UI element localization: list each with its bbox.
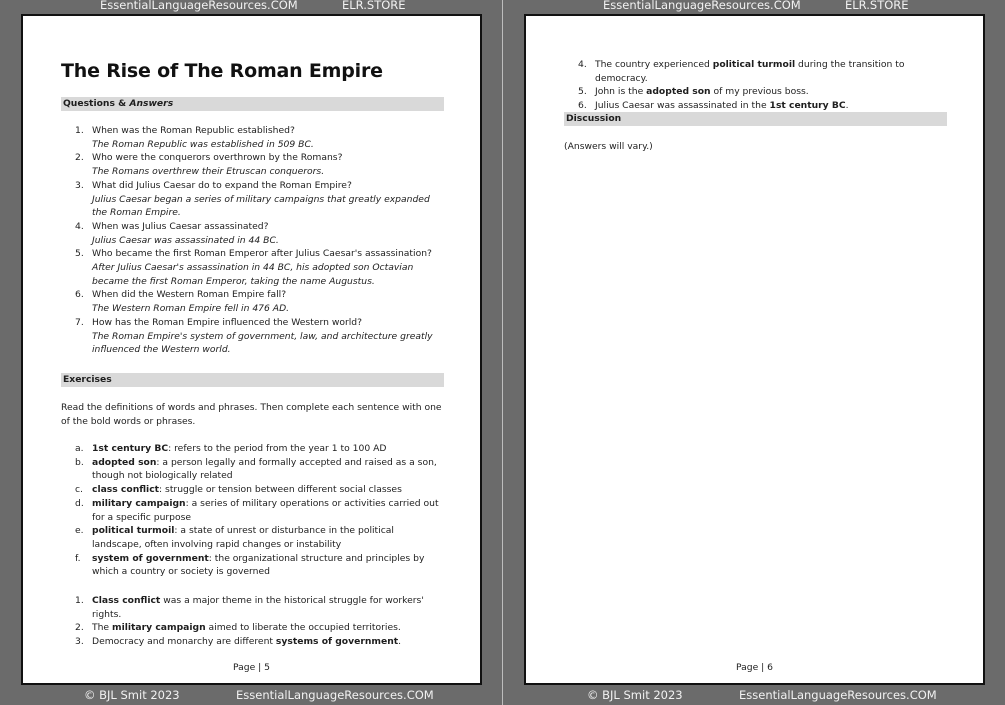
definition-item <box>61 497 444 524</box>
answer-text: Julius Caesar was assassinated in 44 BC. <box>92 234 279 246</box>
definition-text: : refers to the period from the year 1 to 100 AD <box>168 443 387 454</box>
header-store-link[interactable]: ELR.STORE <box>342 0 406 12</box>
sentence-number: 2. <box>75 622 84 634</box>
sentence-item <box>564 58 947 85</box>
definition-letter: c. <box>75 484 83 496</box>
definition-letter: d. <box>75 497 84 509</box>
definition-text: : struggle or tension between different social classes <box>159 484 402 496</box>
definition-term: 1st century BC <box>92 443 169 454</box>
sentence-pre: Julius Caesar was assassinated in the <box>595 100 770 112</box>
answer-text: After Julius Caesar's assassination in 44 BC, his adopted son Octavian became the first Roman Emperor, taking the name Augustus. <box>92 262 414 287</box>
page-5-frame <box>0 0 502 705</box>
header-site-link[interactable]: EssentialLanguageResources.COM <box>100 0 298 12</box>
answer-text: The Roman Empire's system of government, law, and architecture greatly influenced the Western world. <box>92 330 433 356</box>
question-item <box>61 316 444 357</box>
sentence-bold: adopted son <box>646 86 711 98</box>
sentence-post: aimed to liberate the occupied territories. <box>205 622 401 634</box>
section-label-main: Questions & <box>63 98 130 109</box>
sentence-pre: The country experienced <box>595 59 713 70</box>
question-item <box>61 151 444 178</box>
sentence-number: 4. <box>578 59 587 70</box>
page-6-frame <box>503 0 1005 705</box>
footer-copyright: © BJL Smit 2023 <box>587 688 683 702</box>
sentence-number: 6. <box>578 100 587 112</box>
sentence-bold: Class conflict <box>92 595 161 606</box>
question-number: 7. <box>75 316 84 328</box>
definition-text: : the organizational structure and principles by which a country or society is governed <box>92 552 425 578</box>
footer-site-link[interactable]: EssentialLanguageResources.COM <box>739 688 937 702</box>
sentence-bold: 1st century BC <box>769 100 846 112</box>
question-number: 5. <box>75 248 84 260</box>
definition-term: military campaign <box>92 497 186 509</box>
sentence-pre: The <box>92 622 113 634</box>
definition-item <box>61 524 444 551</box>
sentence-post: of my previous boss. <box>710 86 809 98</box>
sentence-number: 1. <box>75 595 84 606</box>
sentence-pre: Democracy and monarchy are different <box>92 636 276 648</box>
definition-item <box>61 456 444 483</box>
sentence-number: 5. <box>578 86 587 98</box>
footer-copyright: © BJL Smit 2023 <box>84 688 180 702</box>
questions-list <box>61 124 444 357</box>
footer-bar-right <box>503 685 1005 705</box>
footer-bar-left <box>0 685 502 705</box>
question-item <box>61 220 444 247</box>
document-page-5 <box>21 14 482 685</box>
header-site-link[interactable]: EssentialLanguageResources.COM <box>603 0 801 12</box>
sentence-item <box>564 85 947 99</box>
question-item <box>61 288 444 315</box>
question-number: 2. <box>75 152 84 164</box>
question-number: 1. <box>75 125 84 136</box>
question-text: Who became the first Roman Emperor after Julius Caesar's assassination? <box>92 248 432 260</box>
answer-text: The Roman Republic was established in 509 BC. <box>92 138 314 150</box>
definition-term: class conflict <box>92 484 160 496</box>
definition-letter: b. <box>75 456 84 468</box>
sentence-item <box>61 594 444 621</box>
question-item <box>61 179 444 220</box>
question-item <box>61 124 444 151</box>
sentence-number: 3. <box>75 636 84 648</box>
question-number: 3. <box>75 179 84 191</box>
sentence-post: during the transition to democracy. <box>595 59 905 84</box>
definitions-list <box>61 442 444 579</box>
definition-letter: f. <box>75 552 81 564</box>
sentence-post: was a major theme in the historical struggle for workers' rights. <box>92 595 424 620</box>
question-text: When did the Western Roman Empire fall? <box>92 289 287 301</box>
question-text: Who were the conquerors overthrown by the Romans? <box>92 152 343 164</box>
definition-item <box>61 552 444 579</box>
sentences-list-continued <box>564 58 947 113</box>
definition-term: system of government <box>92 552 209 564</box>
sentence-post: . <box>398 636 402 648</box>
sentence-bold: military campaign <box>112 622 206 634</box>
section-questions-answers <box>61 97 444 111</box>
sentence-bold: political turmoil <box>712 59 796 70</box>
definition-term: adopted son <box>92 456 157 468</box>
header-store-link[interactable]: ELR.STORE <box>845 0 909 12</box>
definition-text: : a person legally and formally accepted and raised as a son, though not biologically related <box>92 456 437 482</box>
definition-term: political turmoil <box>92 525 175 537</box>
definition-letter: e. <box>75 525 84 537</box>
page-number: Page | 5 <box>232 662 271 673</box>
answer-text: The Western Roman Empire fell in 476 AD. <box>92 303 290 315</box>
sentence-item <box>61 621 444 635</box>
sentence-post: . <box>845 100 849 112</box>
question-text: How has the Roman Empire influenced the Western world? <box>92 316 363 328</box>
definition-text: : a series of military operations or activities carried out for a specific purpose <box>92 497 439 523</box>
section-exercises: Exercises <box>61 373 444 387</box>
sentence-bold: systems of government <box>275 636 399 648</box>
header-bar-right <box>503 0 1005 12</box>
header-bar-left <box>0 0 502 12</box>
question-text: When was Julius Caesar assassinated? <box>92 220 269 232</box>
section-label-italic: Answers <box>129 98 174 109</box>
answer-text: Julius Caesar began a series of military campaigns that greatly expanded the Roman Empire. <box>92 193 430 219</box>
question-text: When was the Roman Republic established? <box>92 125 295 136</box>
question-number: 4. <box>75 220 84 232</box>
question-number: 6. <box>75 289 84 301</box>
sentence-pre: John is the <box>595 86 647 98</box>
page-number: Page | 6 <box>735 662 774 673</box>
definition-letter: a. <box>75 443 84 454</box>
sentence-item <box>61 635 444 649</box>
question-item <box>61 247 444 288</box>
section-discussion: Discussion <box>564 112 947 126</box>
exercise-instructions: Read the definitions of words and phrases. Then complete each sentence with one of the bold words or phrases. <box>61 402 442 427</box>
definition-item <box>61 442 444 456</box>
page-title: The Rise of The Roman Empire <box>61 60 383 82</box>
question-text: What did Julius Caesar do to expand the Roman Empire? <box>92 179 352 191</box>
footer-site-link[interactable]: EssentialLanguageResources.COM <box>236 688 434 702</box>
discussion-text: (Answers will vary.) <box>564 141 653 152</box>
definition-text: : a state of unrest or disturbance in the political landscape, often involving rapid changes or instability <box>92 525 394 550</box>
sentence-item <box>564 99 947 113</box>
definition-item <box>61 483 444 497</box>
answer-text: The Romans overthrew their Etruscan conquerors. <box>92 166 325 178</box>
document-page-6 <box>524 14 985 685</box>
sentences-list <box>61 594 444 649</box>
